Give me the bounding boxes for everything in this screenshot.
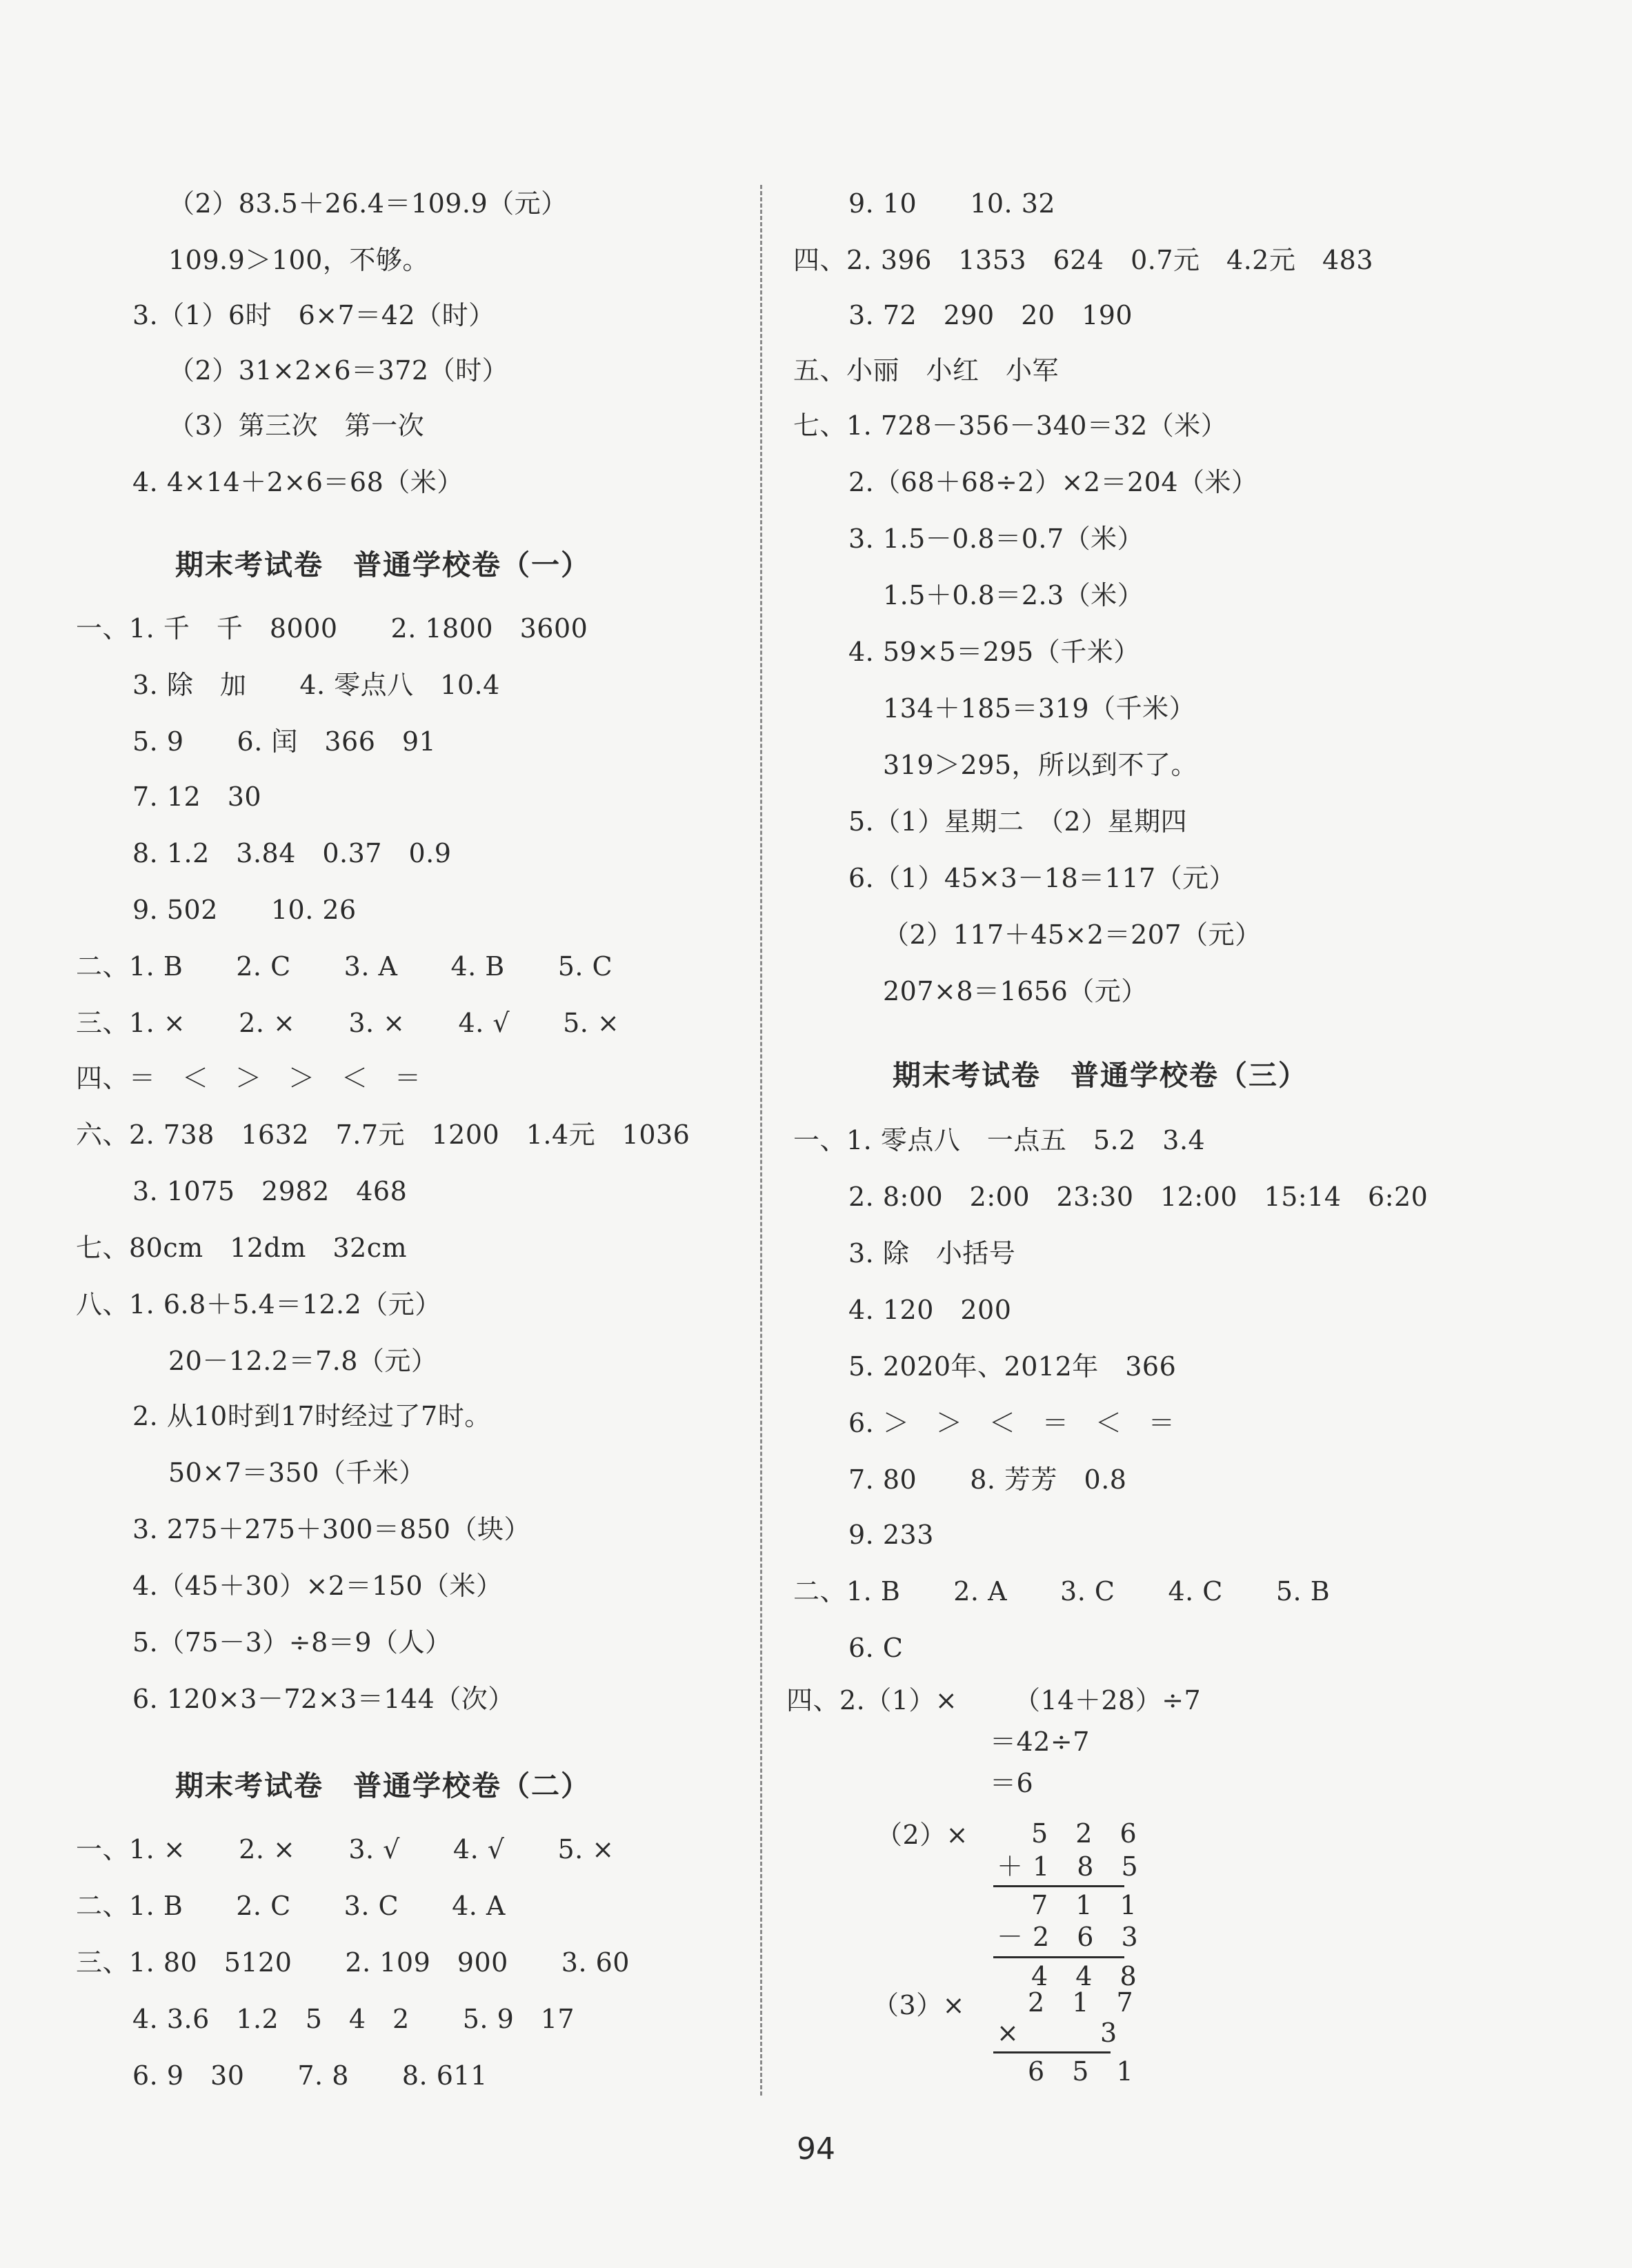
answer-line: 6. ＞ ＞ ＜ ＝ ＜ ＝	[848, 1408, 1175, 1438]
answer-line: 六、2. 738 1632 7.7元 1200 1.4元 1036	[76, 1120, 690, 1150]
answer-line: 6.（1）45×3－18＝117（元）	[848, 863, 1236, 893]
page-number: 94	[797, 2131, 835, 2167]
answer-line: 20－12.2＝7.8（元）	[168, 1346, 438, 1376]
answer-line: 四、＝ ＜ ＞ ＞ ＜ ＝	[76, 1063, 421, 1093]
answer-line: （2）83.5＋26.4＝109.9（元）	[168, 188, 568, 219]
answer-line: 三、1. 80 5120 2. 109 900 3. 60	[76, 1947, 630, 1978]
answer-line: 八、1. 6.8＋5.4＝12.2（元）	[76, 1289, 441, 1320]
answer-line: 4. 120 200	[848, 1295, 1012, 1325]
answer-line: 二、1. B 2. A 3. C 4. C 5. B	[793, 1576, 1331, 1606]
q2-2-vertical-calc	[993, 1816, 1148, 1991]
column-divider	[760, 185, 762, 2096]
answer-line: 109.9＞100，不够。	[168, 245, 429, 275]
answer-line: 四、2. 396 1353 624 0.7元 4.2元 483	[793, 245, 1373, 275]
answer-line: 七、1. 728－356－340＝32（米）	[793, 410, 1228, 441]
answer-line: 3. 除 加 4. 零点八 10.4	[132, 670, 500, 700]
q2-1-line3: ＝6	[990, 1768, 1034, 1798]
answer-line: 50×7＝350（千米）	[168, 1458, 426, 1488]
section-heading: 期末考试卷 普通学校卷（二）	[175, 1769, 590, 1802]
answer-line: 3. 除 小括号	[848, 1238, 1016, 1269]
answer-line: 五、小丽 小红 小军	[793, 355, 1059, 386]
answer-line: 一、1. 千 千 8000 2. 1800 3600	[76, 613, 588, 644]
answer-line: （2）31×2×6＝372（时）	[168, 355, 509, 386]
calc-rule	[993, 1885, 1124, 1887]
answer-line: 4. 4×14＋2×6＝68（米）	[132, 467, 464, 497]
answer-line: 6. C	[848, 1633, 904, 1663]
calc-row: 5 2 6	[1031, 1818, 1146, 1849]
q2-1-label: 四、2.（1）×	[786, 1685, 958, 1715]
answer-line: 七、80cm 12dm 32cm	[76, 1233, 408, 1263]
answer-line: 3. 72 290 20 190	[848, 300, 1133, 330]
answer-line: 4. 59×5＝295（千米）	[848, 637, 1140, 667]
answer-line: 3. 275＋275＋300＝850（块）	[132, 1514, 530, 1544]
calc-row: 6 5 1	[1028, 2056, 1143, 2087]
answer-line: 3. 1075 2982 468	[132, 1176, 408, 1206]
q2-1-line1: （14＋28）÷7	[1014, 1685, 1202, 1715]
answer-line: 9. 10 10. 32	[848, 188, 1056, 219]
answer-line: 4.（45＋30）×2＝150（米）	[132, 1571, 503, 1601]
answer-line: 134＋185＝319（千米）	[883, 693, 1196, 724]
answer-line: （3）第三次 第一次	[168, 410, 425, 441]
section-heading: 期末考试卷 普通学校卷（三）	[893, 1059, 1308, 1092]
answer-line: 1.5＋0.8＝2.3（米）	[883, 580, 1144, 610]
calc-row: 7 1 1	[1031, 1890, 1146, 1920]
answer-line: 5. 9 6. 闰 366 91	[132, 726, 437, 757]
answer-line: 9. 233	[848, 1520, 934, 1550]
q2-2-label: （2）×	[876, 1820, 969, 1850]
answer-line: 8. 1.2 3.84 0.37 0.9	[132, 838, 452, 868]
answer-line: 4. 3.6 1.2 5 4 2 5. 9 17	[132, 2004, 575, 2034]
answer-line: 2. 从10时到17时经过了7时。	[132, 1401, 491, 1431]
answer-line: 5. 2020年、2012年 366	[848, 1351, 1177, 1382]
calc-row: × 3	[997, 2018, 1127, 2048]
answer-line: 9. 502 10. 26	[132, 895, 357, 925]
calc-rule	[993, 1956, 1124, 1958]
answer-line: 6. 120×3－72×3＝144（次）	[132, 1684, 515, 1714]
answer-line: 2.（68＋68÷2）×2＝204（米）	[848, 467, 1258, 497]
answer-line: 一、1. 零点八 一点五 5.2 3.4	[793, 1125, 1206, 1155]
answer-line: 5.（75－3）÷8＝9（人）	[132, 1627, 452, 1658]
calc-row: ＋1 8 5	[997, 1851, 1148, 1882]
answer-line: 5.（1）星期二 （2）星期四	[848, 806, 1188, 837]
answer-line: （2）117＋45×2＝207（元）	[883, 919, 1262, 950]
calc-row: 2 1 7	[1028, 1987, 1143, 2018]
q3-vertical-calc	[993, 1985, 1143, 2096]
q3-label: （3）×	[873, 1990, 966, 2020]
answer-line: 6. 9 30 7. 8 8. 611	[132, 2060, 488, 2091]
answer-line: 207×8＝1656（元）	[883, 976, 1148, 1006]
answer-line: 一、1. × 2. × 3. √ 4. √ 5. ×	[76, 1834, 615, 1864]
answer-line: 二、1. B 2. C 3. C 4. A	[76, 1891, 506, 1921]
answer-line: 三、1. × 2. × 3. × 4. √ 5. ×	[76, 1008, 620, 1038]
answer-line: 3.（1）6时 6×7＝42（时）	[132, 300, 495, 330]
calc-row: －2 6 3	[997, 1922, 1148, 1952]
answer-line: 二、1. B 2. C 3. A 4. B 5. C	[76, 951, 613, 982]
q2-1-line2: ＝42÷7	[990, 1727, 1090, 1757]
section-heading: 期末考试卷 普通学校卷（一）	[175, 548, 590, 581]
answer-line: 319＞295，所以到不了。	[883, 750, 1198, 780]
answer-line: 7. 12 30	[132, 782, 262, 812]
answer-line: 7. 80 8. 芳芳 0.8	[848, 1464, 1127, 1495]
calc-row: 4 4 8	[1031, 1961, 1146, 1991]
answer-line: 3. 1.5－0.8＝0.7（米）	[848, 524, 1144, 554]
answer-line: 2. 8:00 2:00 23:30 12:00 15:14 6:20	[848, 1182, 1429, 1212]
calc-rule	[993, 2051, 1111, 2053]
